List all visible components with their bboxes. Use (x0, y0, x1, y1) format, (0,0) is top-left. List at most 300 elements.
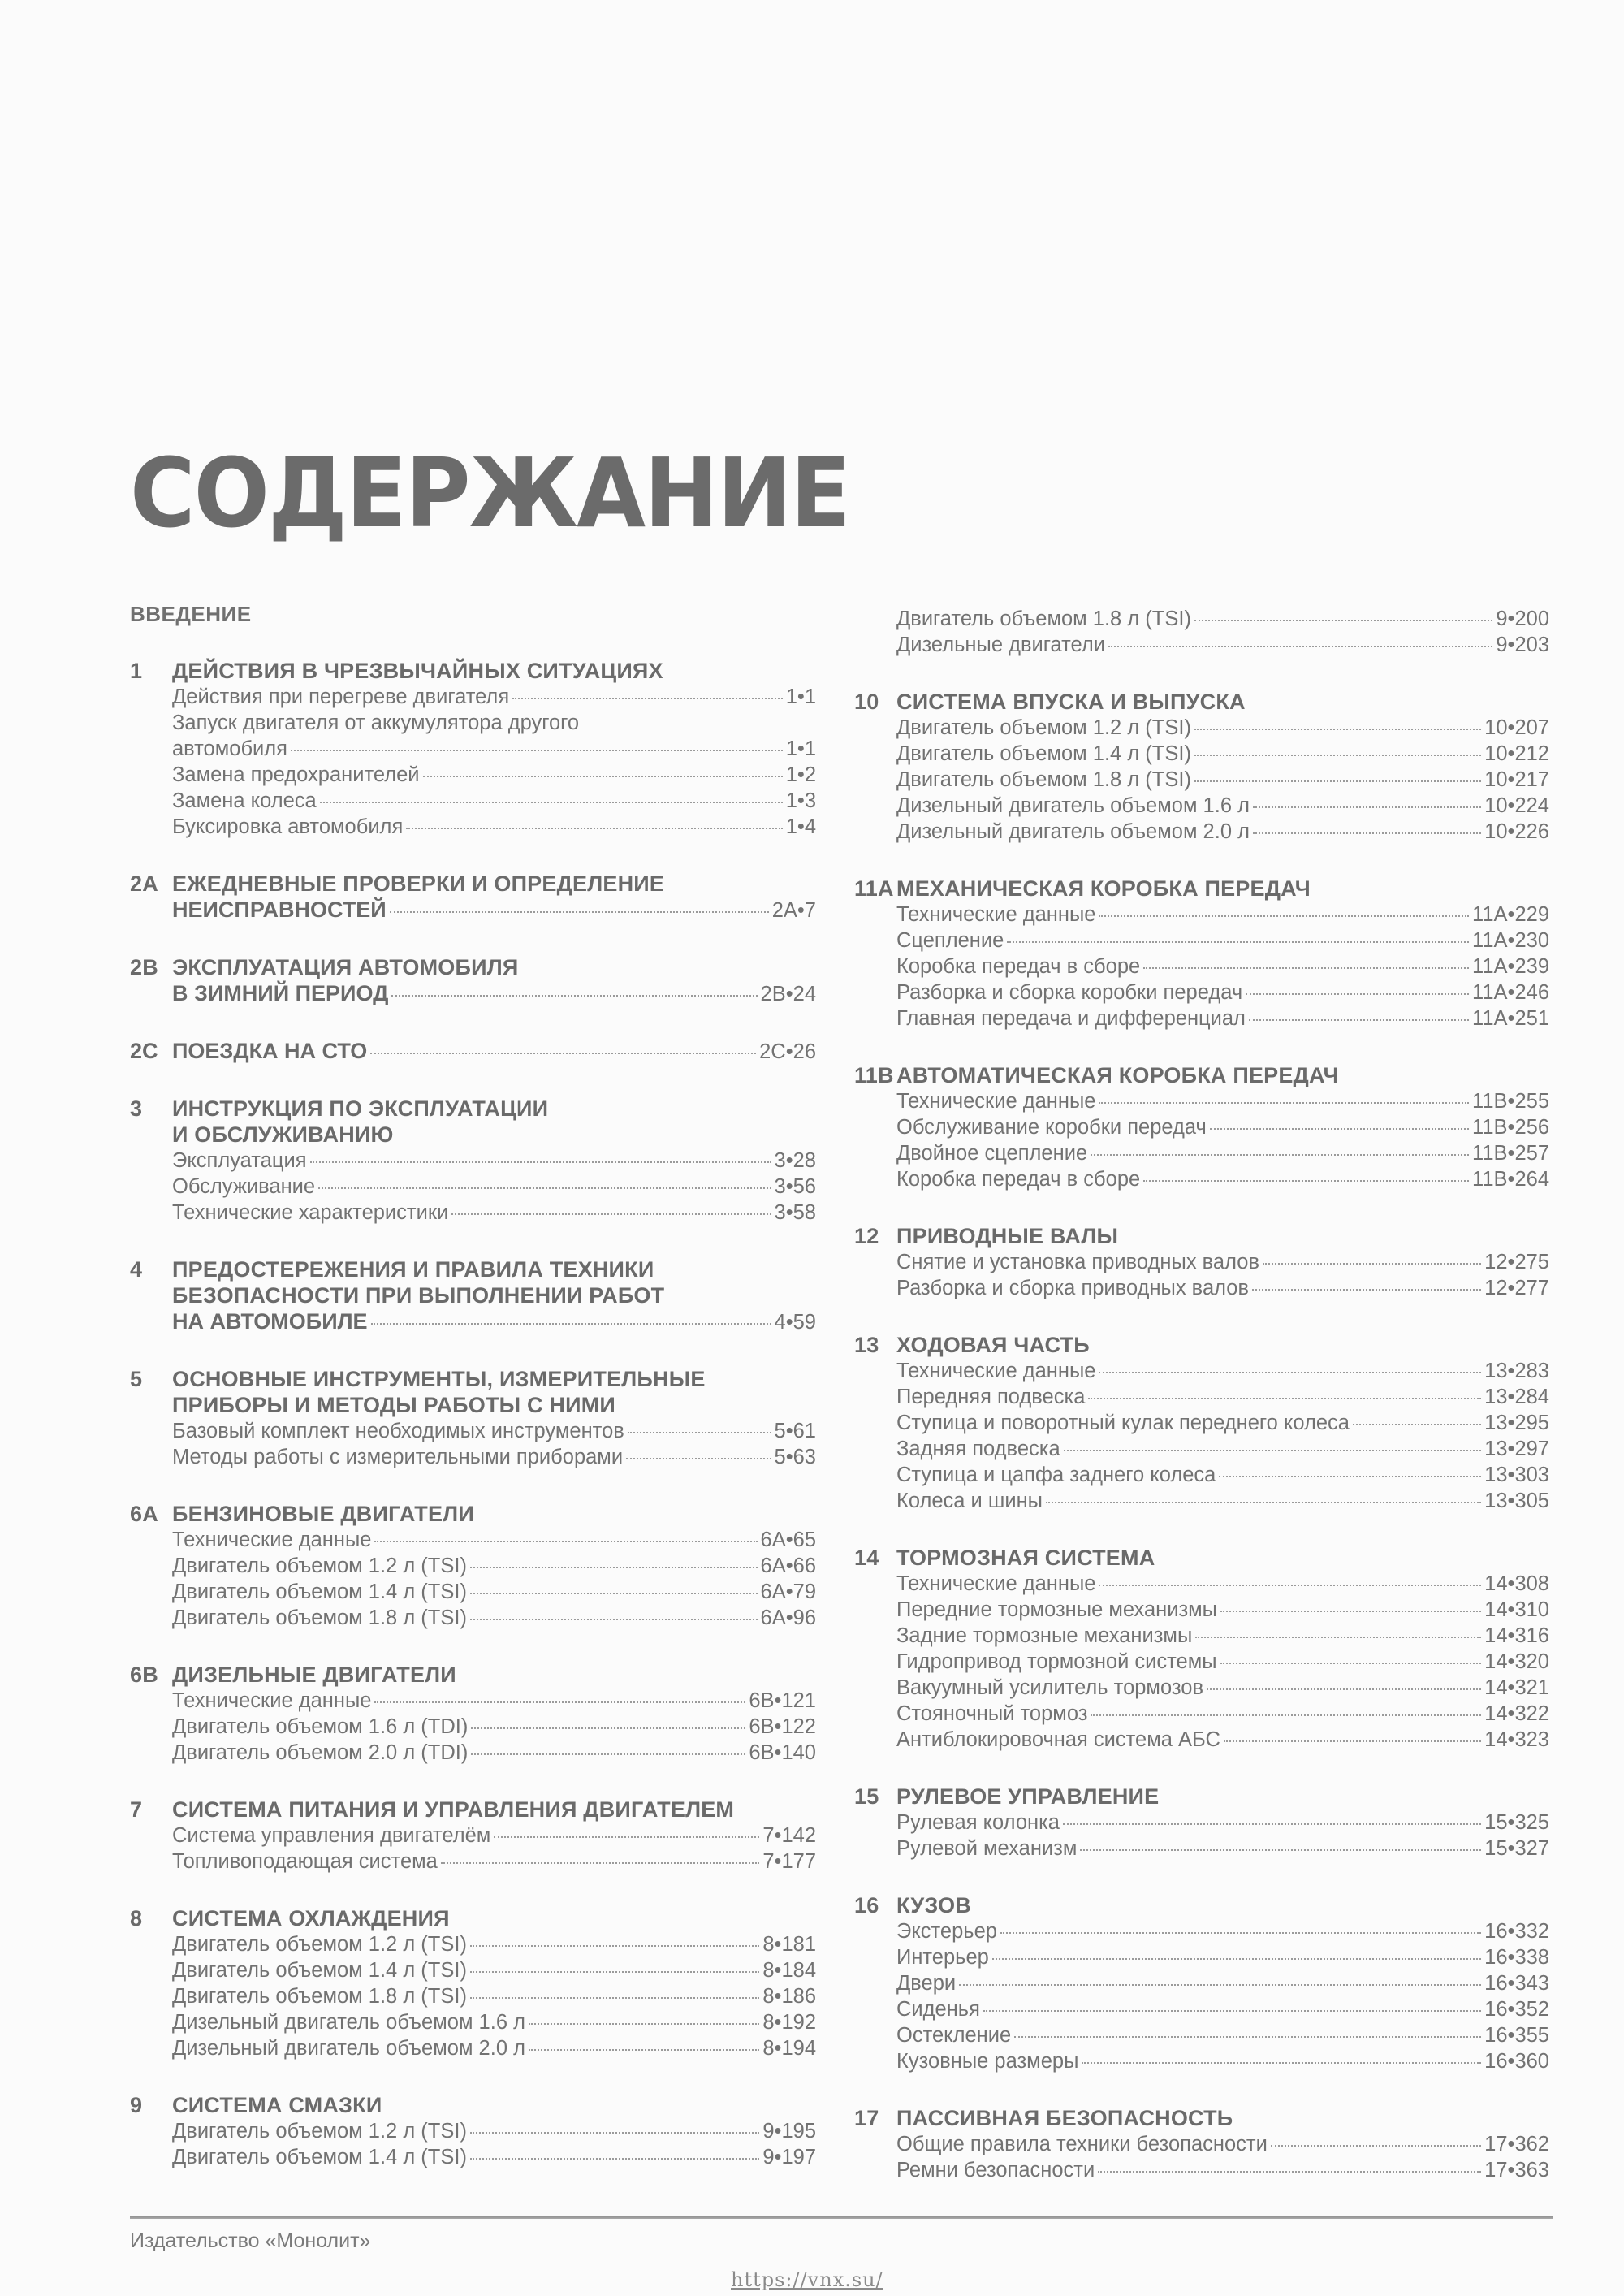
entry-page: 11A•251 (1472, 1007, 1549, 1030)
entry-label: Двигатель объемом 1.2 л (TSI) (896, 716, 1191, 739)
entry-label: Разборка и сборка приводных валов (896, 1277, 1250, 1299)
leader-dots (1143, 1180, 1469, 1182)
entry-label: Сиденья (896, 1998, 980, 2021)
toc-entry[interactable] (130, 1444, 816, 1470)
toc-entry[interactable] (130, 2009, 816, 2035)
leader-dots (1108, 646, 1492, 647)
entry-label: Экстерьер (896, 1920, 997, 1943)
entry-page: 3•58 (774, 1201, 816, 1224)
entry-page: 9•203 (1496, 633, 1549, 656)
section-heading[interactable] (130, 1662, 816, 1688)
entry-label: Передняя подвеска (896, 1386, 1086, 1408)
section-title: ЭКСПЛУАТАЦИЯ АВТОМОБИЛЯ (172, 955, 519, 979)
toc-entry[interactable] (130, 1200, 816, 1226)
entry-page: 10•226 (1484, 820, 1549, 843)
entry-label: Двигатель объемом 1.8 л (TSI) (896, 768, 1191, 791)
leader-dots (291, 750, 783, 751)
entry-page: 6A•65 (760, 1529, 816, 1551)
section-heading-page-line[interactable] (130, 980, 816, 1007)
section-title: СИСТЕМА СМАЗКИ (172, 2093, 382, 2117)
toc-section-6a (130, 1501, 816, 1631)
toc-entry[interactable] (130, 1579, 816, 1605)
entry-label: Действия при перегреве двигателя (172, 685, 510, 708)
toc-entry[interactable] (854, 902, 1549, 927)
leader-dots (626, 1458, 771, 1459)
entry-label: Технические данные (896, 1360, 1096, 1382)
entry-label: Общие правила техники безопасности (896, 2133, 1268, 2155)
entry-page: 6B•121 (749, 1689, 816, 1712)
toc-section-6b (130, 1662, 816, 1766)
entry-page: 11B•255 (1472, 1090, 1549, 1113)
section-heading-page-line[interactable] (130, 897, 816, 923)
toc-entry[interactable] (130, 2118, 816, 2144)
entry-page: 16•338 (1484, 1946, 1549, 1969)
entry-label: Двигатель объемом 1.4 л (TSI) (172, 2146, 467, 2168)
entry-label: Антиблокировочная система АБС (896, 1728, 1220, 1751)
entry-page: 14•322 (1484, 1702, 1549, 1725)
entry-page: 16•360 (1484, 2050, 1549, 2073)
section-heading[interactable] (130, 1366, 816, 1392)
section-title: ПРИВОДНЫЕ ВАЛЫ (896, 1224, 1119, 1248)
entry-label: Двигатель объемом 1.4 л (TSI) (896, 742, 1191, 765)
entry-label: Двойное сцепление (896, 1142, 1088, 1165)
section-title: ХОДОВАЯ ЧАСТЬ (896, 1333, 1090, 1357)
toc-entry[interactable] (854, 1996, 1549, 2022)
leader-dots (1253, 832, 1481, 834)
entry-page: 7•177 (762, 1850, 816, 1873)
entry-label: Главная передача и дифференциал (896, 1007, 1246, 1030)
entry-label: Технические данные (172, 1689, 372, 1712)
toc-entry[interactable] (130, 1527, 816, 1553)
toc-entry[interactable] (854, 715, 1549, 741)
leader-dots (992, 1958, 1481, 1960)
section-heading[interactable] (854, 1545, 1549, 1571)
toc-entry[interactable] (854, 1488, 1549, 1514)
entry-page: 6A•66 (760, 1554, 816, 1577)
leader-dots (1194, 620, 1492, 621)
entry-page: 11B•257 (1472, 1142, 1549, 1165)
toc-entry[interactable] (854, 793, 1549, 819)
section-title: ПАССИВНАЯ БЕЗОПАСНОСТЬ (896, 2106, 1233, 2130)
section-number: 6A (130, 1502, 158, 1526)
toc-entry[interactable] (854, 1597, 1549, 1623)
entry-page: 8•194 (762, 2037, 816, 2060)
page-title: СОДЕРЖАНИЕ (130, 437, 850, 549)
entry-label: Рулевая колонка (896, 1811, 1060, 1834)
entry-label: Дизельный двигатель объемом 1.6 л (172, 2011, 525, 2034)
toc-entry[interactable] (130, 1148, 816, 1174)
leader-dots (318, 1187, 771, 1189)
toc-entry[interactable] (854, 1944, 1549, 1970)
toc-section-5 (130, 1366, 816, 1470)
leader-dots (470, 1619, 758, 1620)
section-number: 11A (854, 876, 894, 901)
entry-label: Ступица и поворотный кулак переднего колеса (896, 1412, 1350, 1434)
entry-label: Кузовные размеры (896, 2050, 1079, 2073)
leader-dots (1082, 2062, 1481, 2064)
section-number: 17 (854, 2106, 879, 2130)
toc-section-15 (854, 1784, 1549, 1861)
entry-page: 1•2 (785, 763, 816, 786)
toc-section-1 (130, 658, 816, 840)
toc-entry[interactable] (854, 767, 1549, 793)
toc-entry[interactable] (854, 2131, 1549, 2157)
section-number: 8 (130, 1906, 143, 1931)
entry-label: Остекление (896, 2024, 1012, 2047)
leader-dots (494, 1836, 759, 1838)
section-heading[interactable] (130, 1256, 816, 1282)
toc-entry[interactable] (130, 684, 816, 710)
toc-entry[interactable] (130, 1688, 816, 1714)
entry-label: Двигатель объемом 1.2 л (TSI) (172, 2120, 467, 2143)
leader-dots (1063, 1823, 1481, 1825)
toc-entry[interactable] (854, 1675, 1549, 1701)
entry-page: 1•1 (785, 737, 816, 760)
section-title-cont: НЕИСПРАВНОСТЕЙ (172, 897, 387, 922)
toc-entry[interactable] (854, 1810, 1549, 1836)
section-title-cont: В ЗИМНИЙ ПЕРИОД (172, 981, 389, 1005)
section-heading[interactable] (854, 1062, 1549, 1088)
section-title-cont: БЕЗОПАСНОСТИ ПРИ ВЫПОЛНЕНИИ РАБОТ (172, 1283, 665, 1308)
section-heading[interactable] (130, 1038, 816, 1065)
toc-entry[interactable] (854, 1436, 1549, 1462)
leader-dots (1224, 1740, 1481, 1742)
toc-entry[interactable] (130, 788, 816, 814)
toc-entry[interactable] (854, 1166, 1549, 1192)
toc-section-3 (130, 1096, 816, 1226)
section-heading[interactable] (854, 1332, 1549, 1358)
entry-label: Двигатель объемом 1.8 л (TSI) (896, 608, 1191, 630)
entry-label: Интерьер (896, 1946, 989, 1969)
entry-label: Технические характеристики (172, 1201, 449, 1224)
entry-label: Дизельные двигатели (896, 633, 1105, 656)
toc-entry[interactable] (854, 2157, 1549, 2183)
entry-page: 8•186 (762, 1985, 816, 2008)
entry-page: 13•303 (1484, 1464, 1549, 1486)
toc-entry[interactable] (854, 1462, 1549, 1488)
toc-entry[interactable] (130, 1714, 816, 1740)
leader-dots (374, 1701, 745, 1703)
toc-entry[interactable] (854, 1114, 1549, 1140)
section-number: 10 (854, 690, 879, 714)
leader-dots (470, 1593, 758, 1594)
toc-entry[interactable] (854, 1358, 1549, 1384)
toc-section-12 (854, 1223, 1549, 1301)
entry-label: Замена предохранителей (172, 763, 420, 786)
toc-entry[interactable] (854, 2022, 1549, 2048)
toc-entry[interactable] (130, 2144, 816, 2170)
toc-entry[interactable] (130, 762, 816, 788)
entry-label: Дизельный двигатель объемом 1.6 л (896, 794, 1250, 817)
section-heading[interactable] (854, 1892, 1549, 1918)
entry-label: Сцепление (896, 929, 1004, 952)
leader-dots (391, 995, 757, 997)
leader-dots (1271, 2145, 1481, 2147)
entry-page: 6A•79 (760, 1580, 816, 1603)
toc-entry[interactable] (854, 1649, 1549, 1675)
entry-label: Разборка и сборка коробки передач (896, 981, 1243, 1004)
leader-dots (1353, 1424, 1481, 1425)
entry-label: Колеса и шины (896, 1490, 1043, 1512)
section-heading-page-line[interactable] (130, 1308, 816, 1335)
toc-entry[interactable] (130, 1174, 816, 1200)
leader-dots (470, 1567, 758, 1568)
entry-label: Двигатель объемом 1.4 л (TSI) (172, 1959, 467, 1982)
toc-entry[interactable] (130, 1605, 816, 1631)
toc-entry[interactable] (854, 1571, 1549, 1597)
entry-label: Система управления двигателём (172, 1824, 491, 1847)
leader-dots (370, 1053, 756, 1054)
entry-label: Гидропривод тормозной системы (896, 1650, 1217, 1673)
entry-label: Ремни безопасности (896, 2159, 1095, 2181)
toc-section-11a (854, 876, 1549, 1031)
toc-entry[interactable] (854, 1384, 1549, 1410)
leader-dots (1219, 1476, 1481, 1477)
leader-dots (1246, 993, 1469, 995)
section-heading[interactable] (130, 2092, 816, 2118)
section-number: 1 (130, 659, 143, 683)
section-number: 2C (130, 1039, 158, 1063)
toc-section-2c (130, 1038, 816, 1065)
leader-dots (983, 2010, 1481, 2012)
entry-page: 10•224 (1484, 794, 1549, 817)
section-number: 7 (130, 1797, 143, 1822)
leader-dots (1207, 1688, 1481, 1690)
entry-label: Задняя подвеска (896, 1438, 1060, 1460)
section-number: 2A (130, 871, 158, 896)
entry-label: Технические данные (896, 1572, 1096, 1595)
entry-label: Топливоподающая система (172, 1850, 438, 1873)
source-url-link[interactable]: https://vnx.su/ (731, 2268, 883, 2291)
entry-page: 14•321 (1484, 1676, 1549, 1699)
entry-label: Методы работы с измерительными приборами (172, 1446, 624, 1468)
leader-dots (1064, 1450, 1482, 1451)
section-heading[interactable] (854, 689, 1549, 715)
toc-entry[interactable] (854, 1836, 1549, 1861)
toc-entry[interactable] (130, 1553, 816, 1579)
entry-page: 11B•256 (1472, 1116, 1549, 1139)
entry-label: Обслуживание коробки передач (896, 1116, 1207, 1139)
entry-page: 9•197 (762, 2146, 816, 2168)
section-number: 6B (130, 1663, 158, 1687)
toc-section-13 (854, 1332, 1549, 1514)
section-title-cont: НА АВТОМОБИЛЕ (172, 1309, 368, 1334)
entry-page: 17•362 (1484, 2133, 1549, 2155)
toc-section-8 (130, 1905, 816, 2061)
toc-entry[interactable] (130, 1740, 816, 1766)
leader-dots (1220, 1611, 1481, 1612)
leader-dots (371, 1323, 771, 1325)
entry-page: 17•363 (1484, 2159, 1549, 2181)
entry-page: 2B•24 (760, 983, 816, 1005)
toc-entry[interactable] (130, 1418, 816, 1444)
section-number: 9 (130, 2093, 143, 2117)
toc-entry[interactable] (854, 606, 1549, 632)
entry-page: 16•352 (1484, 1998, 1549, 2021)
entry-page: 9•200 (1496, 608, 1549, 630)
leader-dots (1046, 1502, 1481, 1503)
leader-dots (1007, 941, 1469, 943)
section-title: ДЕЙСТВИЯ В ЧРЕЗВЫЧАЙНЫХ СИТУАЦИЯХ (172, 659, 663, 683)
leader-dots (1263, 1263, 1481, 1265)
entry-page: 13•297 (1484, 1438, 1549, 1460)
entry-page: 1•4 (785, 815, 816, 838)
leader-dots (959, 1984, 1481, 1986)
leader-dots (441, 1862, 760, 1864)
section-title: СИСТЕМА ОХЛАЖДЕНИЯ (172, 1906, 450, 1931)
leader-dots (1252, 1289, 1481, 1291)
section-heading[interactable] (130, 1905, 816, 1931)
toc-entry[interactable] (854, 1970, 1549, 1996)
entry-page: 14•316 (1484, 1624, 1549, 1647)
toc-entry[interactable] (854, 1005, 1549, 1031)
section-title: РУЛЕВОЕ УПРАВЛЕНИЕ (896, 1784, 1160, 1809)
entry-label: Технические данные (896, 903, 1096, 926)
leader-dots (470, 1971, 759, 1973)
section-title-cont: И ОБСЛУЖИВАНИЮ (172, 1122, 394, 1147)
toc-section-10 (854, 689, 1549, 845)
entry-page: 8•192 (762, 2011, 816, 2034)
leader-dots (1099, 1102, 1469, 1104)
toc-entry[interactable] (854, 1918, 1549, 1944)
toc-entry[interactable] (854, 819, 1549, 845)
leader-dots (1210, 1128, 1469, 1130)
section-title: ПОЕЗДКА НА СТО (172, 1039, 368, 1063)
leader-dots (471, 1727, 745, 1729)
section-title: СИСТЕМА ПИТАНИЯ И УПРАВЛЕНИЯ ДВИГАТЕЛЕМ (172, 1797, 735, 1822)
entry-page: 13•295 (1484, 1412, 1549, 1434)
toc-section-17 (854, 2105, 1549, 2183)
section-number: 5 (130, 1367, 143, 1391)
section-title: АВТОМАТИЧЕСКАЯ КОРОБКА ПЕРЕДАЧ (896, 1063, 1339, 1087)
toc-entry[interactable] (854, 632, 1549, 658)
entry-page: 8•184 (762, 1959, 816, 1982)
leader-dots (512, 698, 783, 699)
leader-dots (1000, 1932, 1481, 1934)
toc-entry[interactable] (130, 814, 816, 840)
toc-section-9-continued (854, 606, 1549, 658)
toc-entry[interactable] (854, 1623, 1549, 1649)
toc-entry[interactable] (854, 1249, 1549, 1275)
entry-page: 1•1 (785, 685, 816, 708)
toc-entry[interactable] (130, 1931, 816, 1957)
entry-page: 12•277 (1484, 1277, 1549, 1299)
entry-page: 2A•7 (771, 899, 816, 922)
toc-section-14 (854, 1545, 1549, 1753)
section-heading[interactable] (854, 2105, 1549, 2131)
entry-page: 13•283 (1484, 1360, 1549, 1382)
entry-page: 2C•26 (759, 1040, 816, 1063)
leader-dots (310, 1161, 771, 1163)
toc-entry[interactable] (854, 1410, 1549, 1436)
entry-page: 11B•264 (1472, 1168, 1549, 1191)
leader-dots (1099, 1585, 1481, 1586)
section-title: ЕЖЕДНЕВНЫЕ ПРОВЕРКИ И ОПРЕДЕЛЕНИЕ (172, 871, 665, 896)
section-heading[interactable] (854, 1223, 1549, 1249)
leader-dots (1195, 1637, 1481, 1638)
publisher-name: Издательство «Монолит» (130, 2229, 371, 2252)
toc-entry[interactable] (854, 2048, 1549, 2074)
toc-entry[interactable] (130, 1823, 816, 1848)
toc-entry[interactable] (854, 979, 1549, 1005)
leader-dots (470, 1997, 759, 1999)
leader-dots (1249, 1019, 1469, 1021)
toc-entry-line1[interactable] (130, 710, 816, 736)
entry-page: 15•327 (1484, 1837, 1549, 1860)
leader-dots (1098, 2171, 1481, 2173)
leader-dots (390, 911, 769, 913)
toc-entry[interactable] (854, 1727, 1549, 1753)
entry-page: 5•63 (774, 1446, 816, 1468)
toc-intro[interactable]: ВВЕДЕНИЕ (130, 602, 252, 626)
leader-dots (406, 828, 782, 829)
entry-label: Запуск двигателя от аккумулятора другого (172, 711, 580, 734)
leader-dots (1194, 780, 1481, 782)
toc-entry[interactable] (130, 2035, 816, 2061)
entry-page: 11A•246 (1472, 981, 1549, 1004)
leader-dots (451, 1213, 771, 1215)
leader-dots (1143, 967, 1469, 969)
toc-entry[interactable] (854, 1140, 1549, 1166)
leader-dots (1194, 755, 1481, 756)
leader-dots (628, 1432, 771, 1433)
toc-entry[interactable] (854, 953, 1549, 979)
entry-label: Вакуумный усилитель тормозов (896, 1676, 1203, 1699)
section-title: ПРЕДОСТЕРЕЖЕНИЯ И ПРАВИЛА ТЕХНИКИ (172, 1257, 654, 1282)
section-heading-cont (130, 1392, 816, 1418)
toc-entry[interactable] (854, 1088, 1549, 1114)
leader-dots (1091, 1714, 1481, 1716)
toc-entry[interactable] (130, 1848, 816, 1874)
section-heading[interactable] (130, 658, 816, 684)
section-heading[interactable] (130, 1096, 816, 1122)
entry-label: Дизельный двигатель объемом 2.0 л (896, 820, 1250, 843)
section-heading[interactable] (130, 954, 816, 980)
entry-label: Рулевой механизм (896, 1837, 1078, 1860)
entry-page: 16•343 (1484, 1972, 1549, 1995)
entry-page: 12•275 (1484, 1251, 1549, 1273)
section-heading[interactable] (130, 1501, 816, 1527)
section-number: 2B (130, 955, 158, 979)
entry-label: Двери (896, 1972, 957, 1995)
entry-label: Двигатель объемом 1.2 л (TSI) (172, 1554, 467, 1577)
section-heading[interactable] (130, 1797, 816, 1823)
entry-label: Ступица и цапфа заднего колеса (896, 1464, 1216, 1486)
section-heading[interactable] (854, 876, 1549, 902)
section-heading[interactable] (130, 871, 816, 897)
toc-entry[interactable] (130, 1983, 816, 2009)
entry-label: Технические данные (172, 1529, 372, 1551)
toc-section-7 (130, 1797, 816, 1874)
section-number: 11B (854, 1063, 894, 1087)
toc-section-2b (130, 954, 816, 1007)
toc-entry[interactable] (130, 736, 816, 762)
entry-page: 13•305 (1484, 1490, 1549, 1512)
leader-dots (1194, 729, 1481, 730)
section-title: ТОРМОЗНАЯ СИСТЕМА (896, 1546, 1155, 1570)
toc-entry[interactable] (854, 1701, 1549, 1727)
toc-entry[interactable] (130, 1957, 816, 1983)
toc-entry[interactable] (854, 927, 1549, 953)
toc-entry[interactable] (854, 741, 1549, 767)
toc-right-column (854, 606, 1549, 2214)
section-title: ДИЗЕЛЬНЫЕ ДВИГАТЕЛИ (172, 1663, 456, 1687)
section-heading[interactable] (854, 1784, 1549, 1810)
section-number: 13 (854, 1333, 879, 1357)
entry-label: Дизельный двигатель объемом 2.0 л (172, 2037, 525, 2060)
toc-entry[interactable] (854, 1275, 1549, 1301)
entry-page: 11A•239 (1472, 955, 1549, 978)
